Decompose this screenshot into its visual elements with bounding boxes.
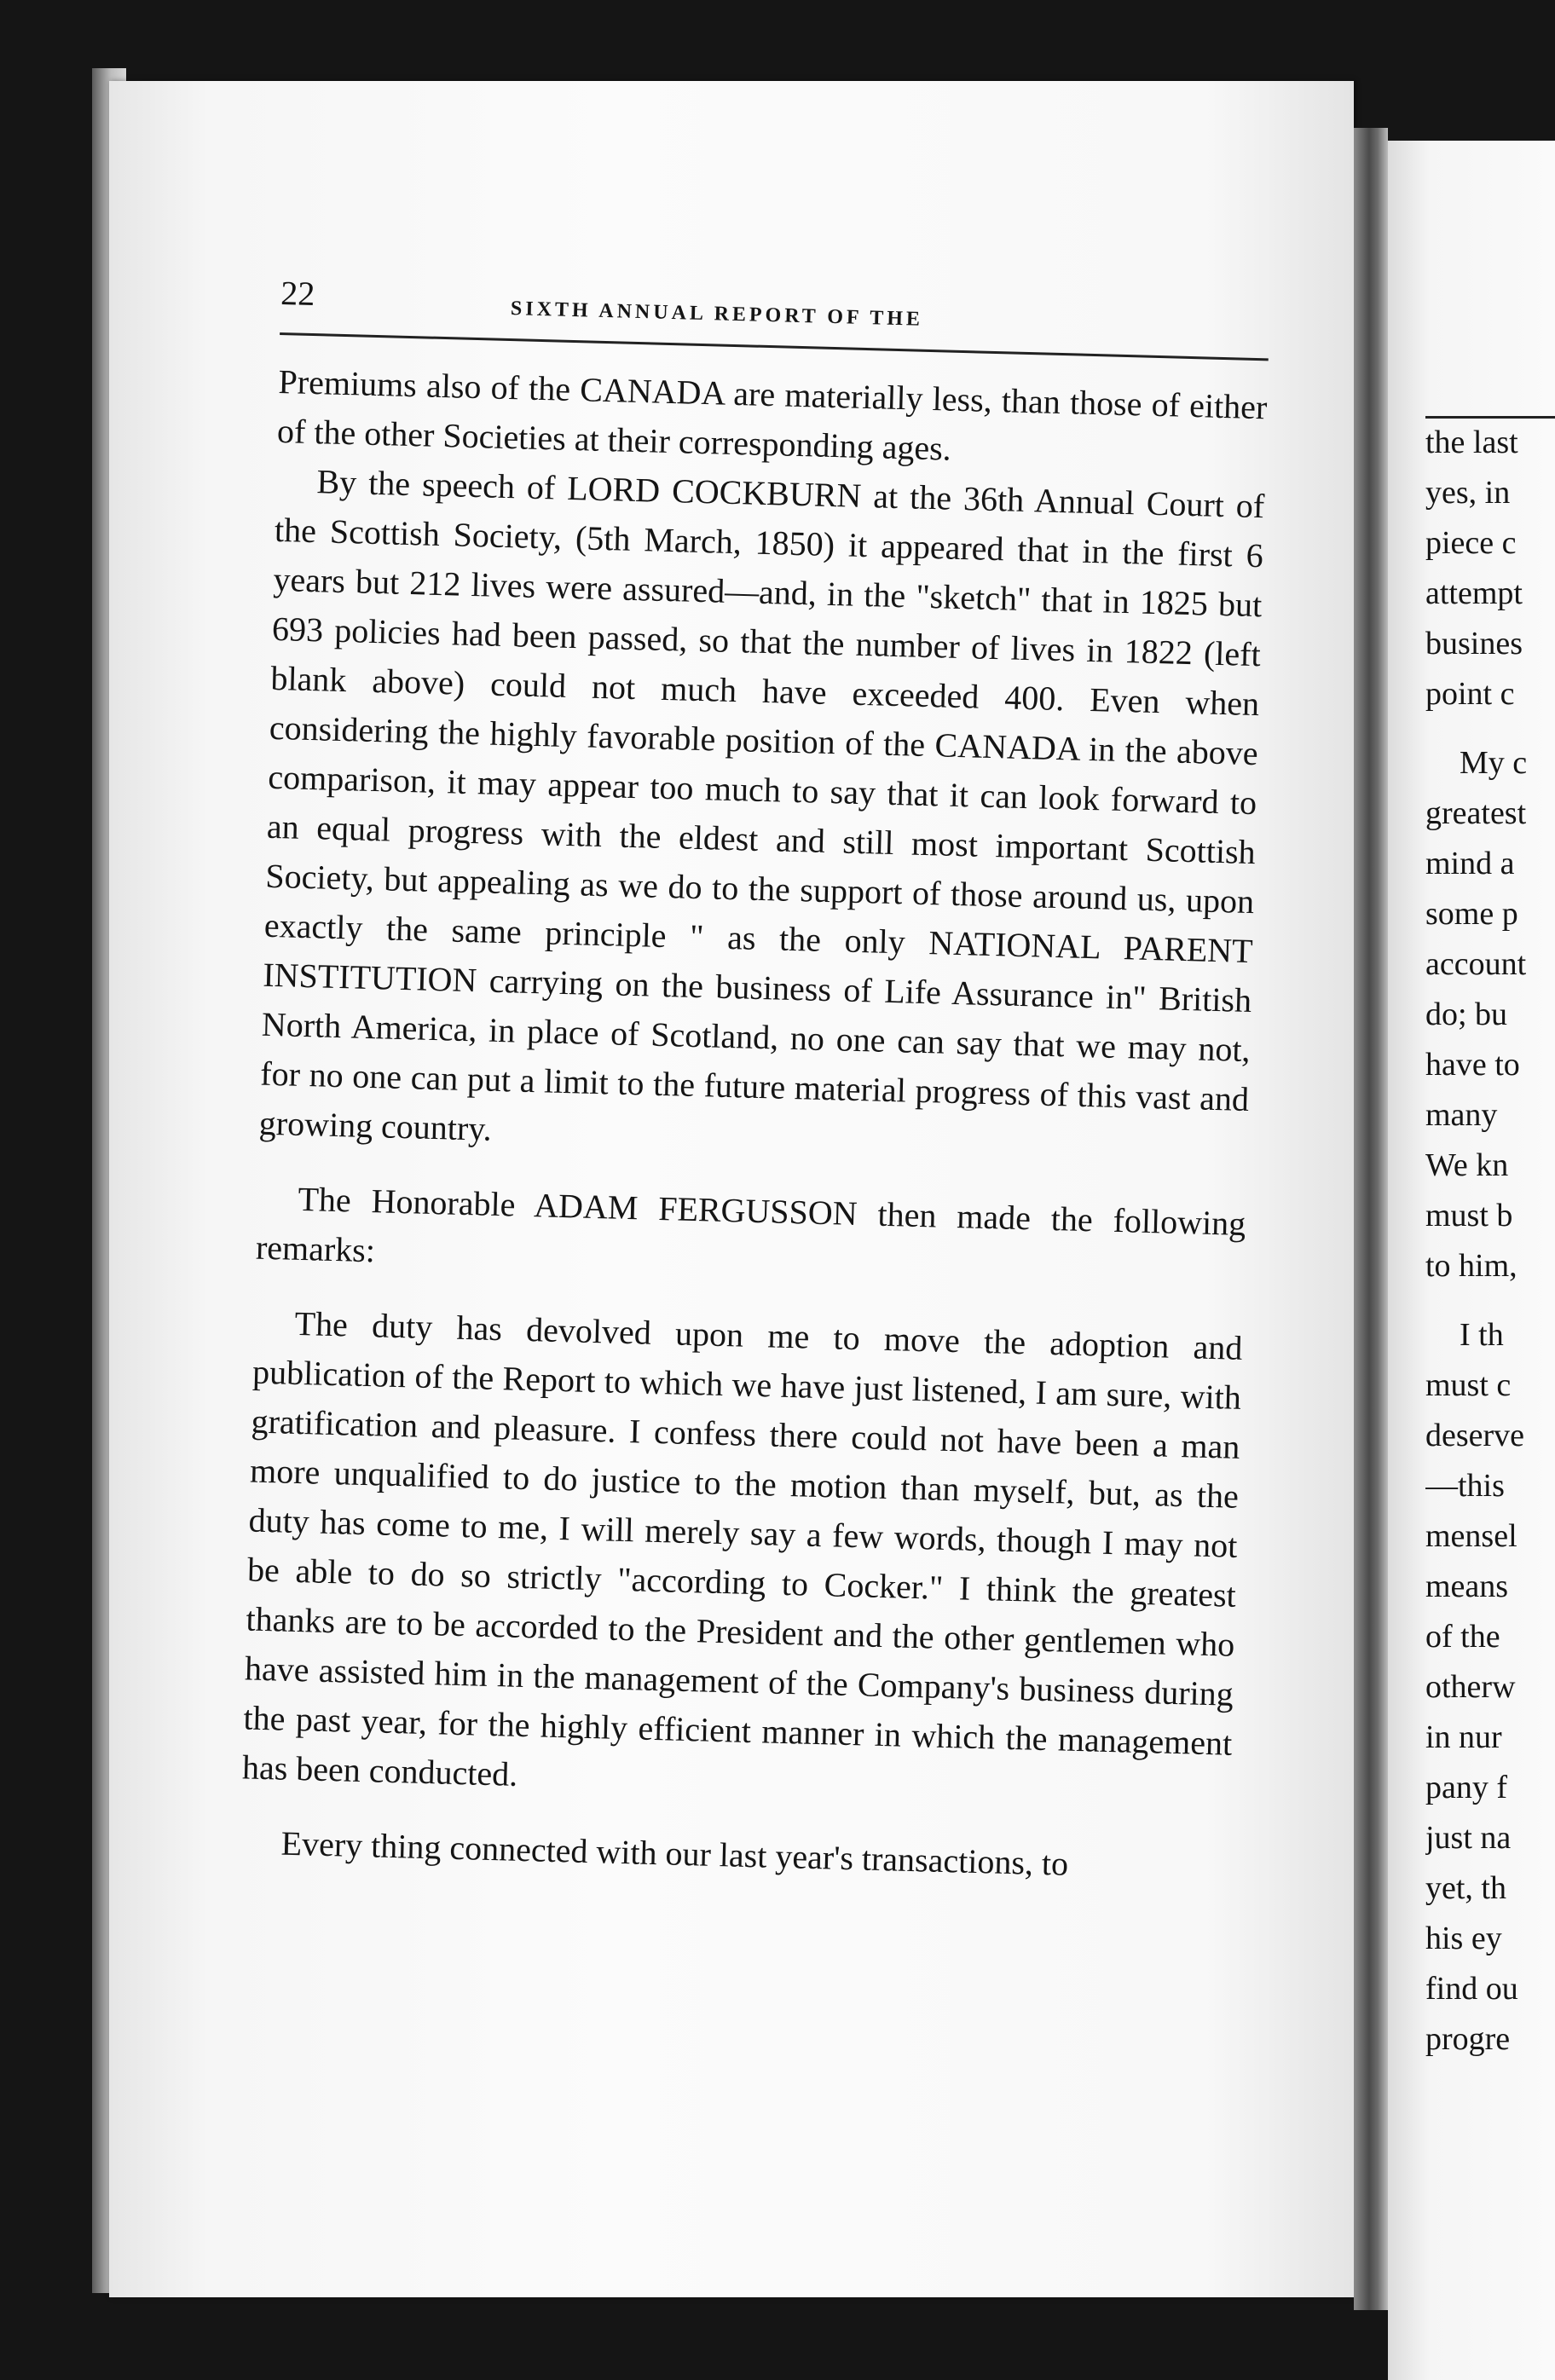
- facing-line: I th: [1460, 1317, 1504, 1353]
- facing-line: means: [1425, 1568, 1509, 1604]
- facing-line: progre: [1425, 2021, 1511, 2057]
- paragraph: The duty has devolved upon me to move the adoption and publication of the Report to which we have just listened, I am sure, with gratification and pleasure. I confess there could not have been a man more unqualified to do justice to the motion than myself, but, as the duty has come to me, I will merely say a few words, though I may not be able to do so strictly "according to Cocker." I think the greatest thanks are to be accorded to the President and the other gentlemen who have assisted him in the management of the Company's business during the past year, for the highly efficient manner in which the management has been conducted.: [241, 1303, 1243, 1794]
- left-page-content: [240, 273, 1270, 1893]
- facing-line: of the: [1425, 1619, 1500, 1655]
- facing-line: have to: [1425, 1047, 1520, 1083]
- facing-line: yes, in: [1425, 475, 1511, 511]
- facing-line: must b: [1425, 1198, 1513, 1233]
- facing-line: just na: [1425, 1820, 1512, 1856]
- facing-line: must c: [1425, 1367, 1512, 1403]
- facing-paragraph: [1425, 738, 1555, 1291]
- facing-line: mind a: [1425, 846, 1515, 881]
- facing-page-text: [1425, 418, 1555, 2065]
- facing-line: many: [1425, 1097, 1498, 1133]
- facing-paragraph: [1425, 1310, 1555, 2065]
- facing-line: to him,: [1425, 1248, 1517, 1284]
- facing-line: account: [1425, 946, 1527, 982]
- facing-line: find ou: [1425, 1971, 1518, 2007]
- paragraph: Premiums also of the CANADA are materially less, than those of either of the other Societies at their corresponding ages.: [276, 361, 1268, 468]
- facing-line: do; bu: [1425, 996, 1508, 1032]
- facing-line: yet, th: [1425, 1870, 1506, 1906]
- facing-line: his ey: [1425, 1921, 1502, 1956]
- book-gutter: [1354, 128, 1388, 2310]
- facing-line: otherw: [1425, 1669, 1516, 1705]
- facing-line: the last: [1425, 425, 1518, 460]
- paragraph: By the speech of LORD COCKBURN at the 36th Annual Court of the Scottish Society, (5th March, 1850) it appeared that in the first 6 years but 212 lives were assured—and, in the "sketch" that in 1825 but 693 policies had been passed, so that the number of lives in 1822 (left blank above) could not much have exceeded 400. Even when considering the highly favorable position of the CANADA in the above comparison, it may appear too much to say that it can look forward to an equal progress with the eldest and still most important Scottish Society, but appealing as we do to the support of those around us, upon exactly the same principle " as the only NATIONAL PARENT INSTITUTION carrying on the business of Life Assurance in" British North America, in place of Scotland, no one can say that we may not, for no one can put a limit to the future material progress of this vast and growing country.: [258, 462, 1265, 1148]
- paragraph: The Honorable ADAM FERGUSSON then made the following remarks:: [255, 1179, 1246, 1270]
- facing-line: My c: [1460, 745, 1528, 781]
- facing-line: We kn: [1425, 1147, 1509, 1183]
- facing-line: point c: [1425, 676, 1515, 712]
- facing-line: mensel: [1425, 1518, 1517, 1554]
- facing-paragraph: [1425, 418, 1555, 719]
- facing-line: piece c: [1425, 525, 1517, 561]
- running-title: SIXTH ANNUAL REPORT OF THE: [510, 298, 924, 331]
- facing-line: busines: [1425, 626, 1523, 661]
- facing-line: in nur: [1425, 1719, 1502, 1755]
- paragraph: Every thing connected with our last year's transactions, to: [280, 1823, 1069, 1883]
- facing-line: attempt: [1425, 575, 1523, 611]
- facing-line: some p: [1425, 896, 1518, 932]
- facing-line: —this: [1425, 1468, 1505, 1504]
- facing-line: greatest: [1425, 795, 1527, 831]
- facing-line: pany f: [1425, 1770, 1508, 1805]
- facing-line: deserve: [1425, 1418, 1525, 1453]
- body-text: [240, 357, 1268, 1893]
- page-number: 22: [280, 273, 315, 314]
